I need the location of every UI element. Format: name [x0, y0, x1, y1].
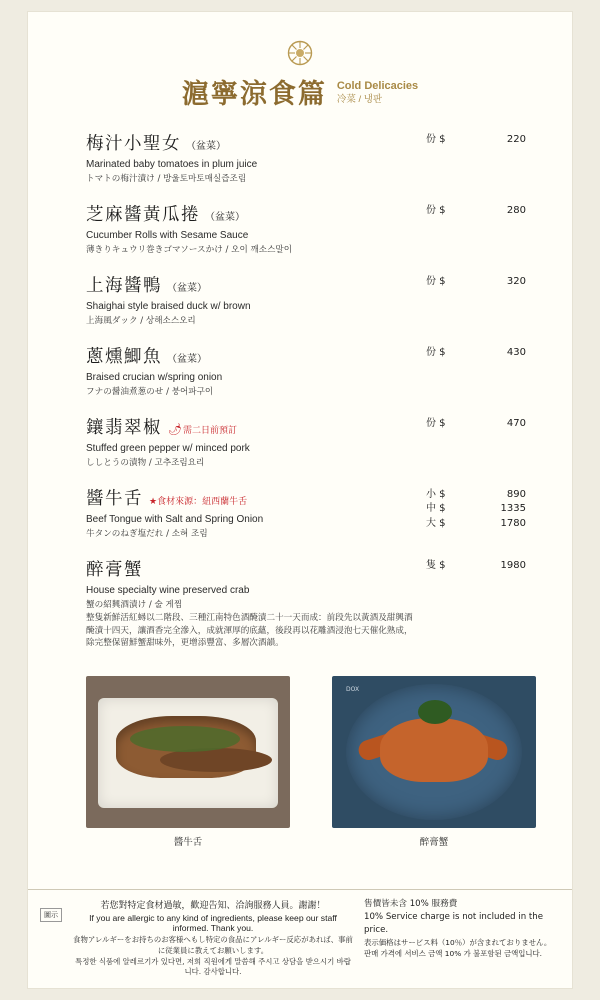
menu-content: [28, 12, 572, 988]
price-value: 890: [506, 488, 526, 500]
menu-item-prices: [426, 272, 538, 290]
price-value: 220: [506, 133, 526, 145]
photo-block: [86, 676, 290, 848]
footer-service-en: 10% Service charge is not included in the price.: [364, 911, 544, 935]
menu-item-text: [86, 130, 426, 184]
price-line: [426, 133, 538, 148]
dish-photo-wine-crab: DOX: [332, 676, 536, 828]
menu-item-prices: [426, 343, 538, 361]
menu-item: [86, 272, 538, 326]
menu-item-desc-jp: フナの醤油煮葱のせ / 붕어파구이: [86, 386, 214, 397]
price-unit: 份 $: [426, 204, 446, 216]
menu-item-tag: （盆菜）: [167, 353, 207, 365]
footer-allergy-jp: 食物アレルギーをお持ちのお客様へもし特定の食品にアレルギー反応があれば、事前に従業員に教えてお願いします。: [73, 935, 353, 955]
menu-item-name-cn: 醬牛舌: [86, 488, 143, 509]
price-line: [426, 417, 538, 432]
menu-item-desc-en: Braised crucian w/spring onion: [86, 371, 223, 383]
price-unit: 隻 $: [426, 559, 446, 571]
price-line: [426, 488, 538, 503]
menu-item-name-row: [86, 201, 416, 226]
menu-item-flag: [168, 423, 237, 436]
footer-service-kr: 판매 가격에 서비스 금액 10% 가 불포함된 금액입니다.: [364, 948, 543, 958]
menu-item-name-row: [86, 272, 416, 297]
menu-item-name-cn: 上海醬鴨: [86, 275, 162, 296]
section-title-en: Cold Delicacies: [336, 80, 419, 92]
price-unit: 中 $: [426, 503, 446, 515]
menu-item-text: [86, 201, 426, 255]
menu-item-name-row: [86, 485, 416, 510]
menu-item-prices: [426, 414, 538, 432]
chrysanthemum-logo-icon: [283, 36, 317, 70]
menu-item: [86, 485, 538, 539]
dish-photo-beef-tongue: [86, 676, 290, 828]
menu-item-name-cn: 蔥燻鯽魚: [86, 346, 162, 367]
menu-list: [28, 130, 572, 651]
photo-caption: 醉膏蟹: [419, 837, 449, 849]
price-unit: 份 $: [426, 346, 446, 358]
price-value: 470: [506, 417, 526, 429]
footer-allergy-cn: 若您對特定食材過敏，歡迎告知、洽詢服務人員。謝謝！: [100, 901, 326, 912]
footer-allergy-notice: [44, 898, 354, 978]
menu-item-name-cn: 梅汁小聖女: [86, 133, 181, 154]
menu-item-prices: [426, 130, 538, 148]
price-line: [426, 517, 538, 532]
footer-service-charge: [364, 898, 556, 978]
menu-item-desc-en: Marinated baby tomatoes in plum juice: [86, 158, 258, 170]
price-line: [426, 502, 538, 517]
menu-item: [86, 201, 538, 255]
corner-tag: 圖示: [40, 908, 62, 922]
section-title: [28, 80, 572, 108]
price-unit: 份 $: [426, 133, 446, 145]
price-value: 320: [506, 275, 526, 287]
menu-page: [28, 12, 572, 988]
menu-item-desc-jp: トマトの梅汁漬け / 방울토마토매실즙조림: [86, 173, 247, 184]
menu-item-name-row: [86, 414, 416, 439]
price-unit: 小 $: [426, 488, 446, 500]
menu-item-text: [86, 556, 426, 651]
menu-item-name-row: [86, 130, 416, 155]
menu-item-name-cn: 醉膏蟹: [86, 559, 143, 580]
footer-service-jp: 表示価格はサービス料（10％）が含まれておりません。: [364, 937, 552, 947]
menu-item-prices: [426, 485, 538, 532]
menu-item-name-cn: 鑲翡翠椒: [86, 417, 162, 438]
menu-item-desc-jp: 蟹の紹興酒漬け / 술 게찜: [86, 599, 183, 610]
menu-item-flag: ★食材來源：紐西蘭牛舌: [149, 496, 248, 507]
menu-item-desc-en: Beef Tongue with Salt and Spring Onion: [86, 513, 264, 525]
footer-allergy-kr: 특정한 식품에 알레르기가 있다면, 저희 직원에게 말씀해 주시고 상담을 받으시기 바랍니다. 감사합니다.: [75, 956, 351, 977]
price-unit: 份 $: [426, 275, 446, 287]
menu-item-desc-jp: 薄きりキュウリ巻きゴマソースかけ / 오이 깨소스말이: [86, 244, 293, 255]
menu-item: [86, 343, 538, 397]
menu-item-desc-jp: 牛タンのねぎ塩だれ / 소혀 조림: [86, 528, 208, 539]
menu-item-text: [86, 485, 426, 539]
menu-item: [86, 414, 538, 468]
photo-caption: 醬牛舌: [173, 837, 203, 849]
menu-item-tag: （盆菜）: [186, 140, 226, 152]
price-line: [426, 346, 538, 361]
menu-item-desc-jp: 上海風ダック / 상해소스오리: [86, 315, 196, 326]
price-line: [426, 559, 538, 574]
section-title-cn: 滬寧涼食篇: [181, 78, 327, 110]
menu-item-desc-en: House specialty wine preserved crab: [86, 584, 250, 596]
price-line: [426, 204, 538, 219]
footer-service-cn: 售價皆未含 10% 服務費: [364, 899, 458, 910]
photo-gallery: [28, 668, 572, 848]
price-value: 1335: [500, 503, 526, 515]
chili-icon: 🌶: [168, 422, 182, 436]
price-unit: 份 $: [426, 417, 446, 429]
menu-item-text: [86, 343, 426, 397]
section-title-jp-kr: 冷菜 / 냉판: [336, 93, 383, 105]
menu-item-desc-en: Cucumber Rolls with Sesame Sauce: [86, 229, 249, 241]
section-title-sub: [337, 80, 418, 108]
menu-item-desc-long: 整隻新鮮活紅蟳以二階段、三種江南特色酒醃漬二十一天而成：前段先以黃酒及甜興酒醃漬十四天，讓酒香完全滲入，成就渾厚的底蘊，後段再以花雕酒浸泡七天催化熟成，除完整保留鮮蟹甜味外，更增添豐富、多層次酒韻。: [86, 612, 413, 649]
price-value: 1780: [500, 517, 526, 529]
menu-item: [86, 130, 538, 184]
menu-item: [86, 556, 538, 651]
footer: [28, 889, 572, 988]
menu-item-flag-text: 需二日前預訂: [182, 425, 237, 436]
menu-item-prices: [426, 556, 538, 574]
photo-block: [332, 676, 536, 848]
menu-item-desc-jp: ししとうの漬物 / 고추조림요리: [86, 457, 205, 468]
menu-item-tag: （盆菜）: [167, 282, 207, 294]
menu-item-tag: （盆菜）: [205, 211, 245, 223]
price-unit: 大 $: [426, 517, 446, 529]
menu-item-text: [86, 272, 426, 326]
price-value: 1980: [500, 559, 526, 571]
footer-allergy-en: If you are allergic to any kind of ingredients, please keep our staff informed. Thank you.: [89, 913, 337, 934]
menu-item-name-row: [86, 556, 416, 581]
price-value: 280: [506, 204, 526, 216]
menu-item-prices: [426, 201, 538, 219]
menu-item-name-row: [86, 343, 416, 368]
menu-item-desc-en: Stuffed green pepper w/ minced pork: [86, 442, 250, 454]
menu-item-name-cn: 芝麻醬黃瓜捲: [86, 204, 200, 225]
menu-item-desc-en: Shaighai style braised duck w/ brown: [86, 300, 251, 312]
price-line: [426, 275, 538, 290]
menu-item-text: [86, 414, 426, 468]
price-value: 430: [506, 346, 526, 358]
